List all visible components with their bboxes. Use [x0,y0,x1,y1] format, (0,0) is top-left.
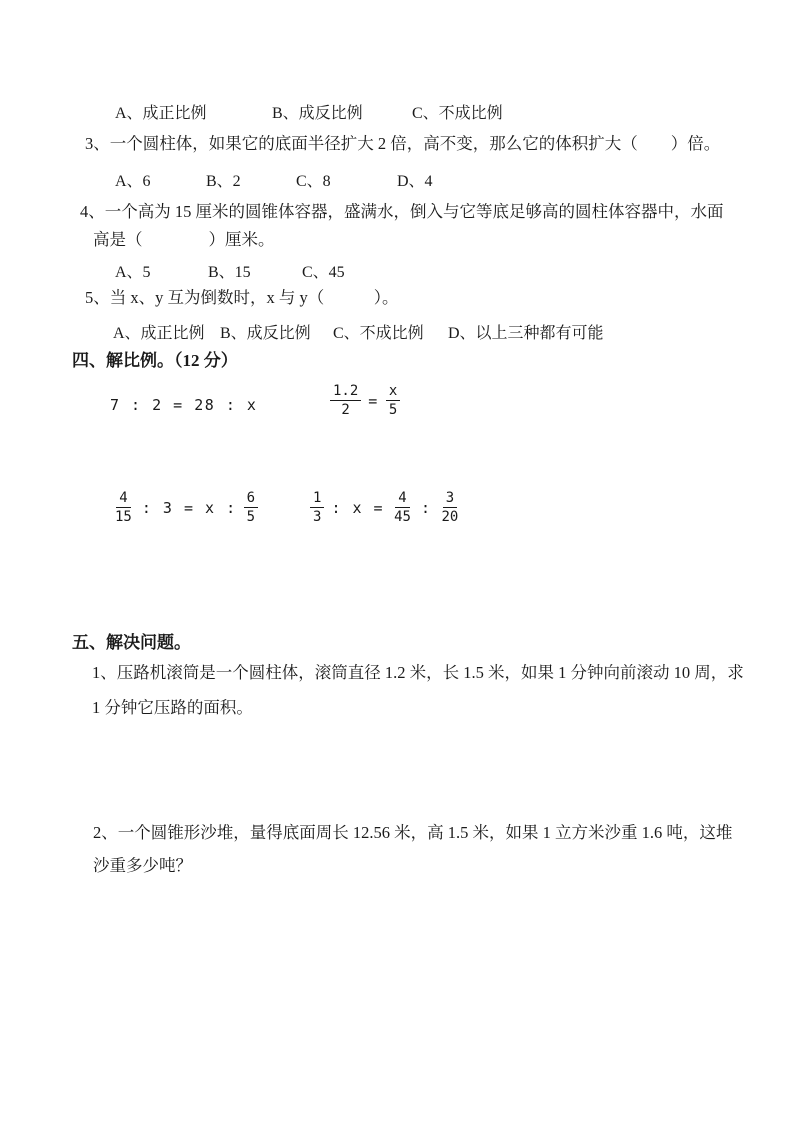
section-4-heading: 四、解比例。（12 分） [72,351,238,370]
problem-1-text-line2: 1 分钟它压路的面积。 [92,698,253,717]
q5-option-b: B、成反比例 [220,325,311,342]
section-5-heading: 五、解决问题。 [72,633,191,652]
equation-4-fraction-1: $\frac{1}{3}$ [310,490,324,525]
equation-2-fraction-2: $\frac{x}{5}$ [386,383,400,418]
problem-2-text-line2: 沙重多少吨？ [93,856,192,875]
equation-1 [110,396,257,414]
problem-2-text-line1: 2、一个圆锥形沙堆，量得底面周长 12.56 米，高 1.5 米，如果 1 立方米沙重 1.6 吨，这堆 [93,823,733,842]
equation-4-middle-2: : [420,498,432,517]
question-3-text: 3、一个圆柱体，如果它的底面半径扩大 2 倍，高不变，那么它的体积扩大（ ）倍。 [85,134,721,153]
problem-1-text-line1: 1、压路机滚筒是一个圆柱体，滚筒直径 1.2 米，长 1.5 米，如果 1 分钟向前滚动 10 周，求 [92,663,744,682]
q5-option-d: D、以上三种都有可能 [448,325,604,342]
equation-1-text: 7 : 2 = 28 : x [110,396,258,414]
q2-option-b: B、成反比例 [272,105,363,122]
q3-option-b: B、2 [206,173,241,190]
q4-option-a: A、5 [115,264,151,281]
question-4-text-line1: 4、一个高为 15 厘米的圆锥体容器，盛满水，倒入与它等底足够高的圆柱体容器中，水面 [80,202,724,221]
equation-2 [330,383,400,418]
q4-option-c: C、45 [302,264,345,281]
equation-4-middle-1: : x = [331,498,385,517]
equation-4-fraction-2: $\frac{4}{45}$ [394,490,411,526]
q3-option-a: A、6 [115,173,151,190]
q4-option-b: B、15 [208,264,251,281]
q2-option-c: C、不成比例 [412,105,503,122]
q3-option-c: C、8 [296,173,331,190]
equation-3-fraction-1: $\frac{4}{15}$ [115,490,132,526]
equation-2-equals: = [368,391,379,410]
equation-2-fraction-1: $\frac{1.2}{2}$ [330,383,361,418]
q5-option-c: C、不成比例 [333,325,424,342]
equation-4 [310,490,461,525]
equation-3-fraction-2: $\frac{6}{5}$ [244,490,258,525]
q2-option-a: A、成正比例 [115,105,207,122]
q5-option-a: A、成正比例 [113,325,205,342]
equation-3 [112,490,258,525]
question-5-text: 5、当 x、y 互为倒数时，x 与 y（ ）。 [85,288,399,307]
equation-4-fraction-3: $\frac{3}{20}$ [441,490,459,526]
question-4-text-line2: 高是（ ）厘米。 [93,230,275,249]
q3-option-d: D、4 [397,173,433,190]
equation-3-middle: : 3 = x : [141,498,237,517]
